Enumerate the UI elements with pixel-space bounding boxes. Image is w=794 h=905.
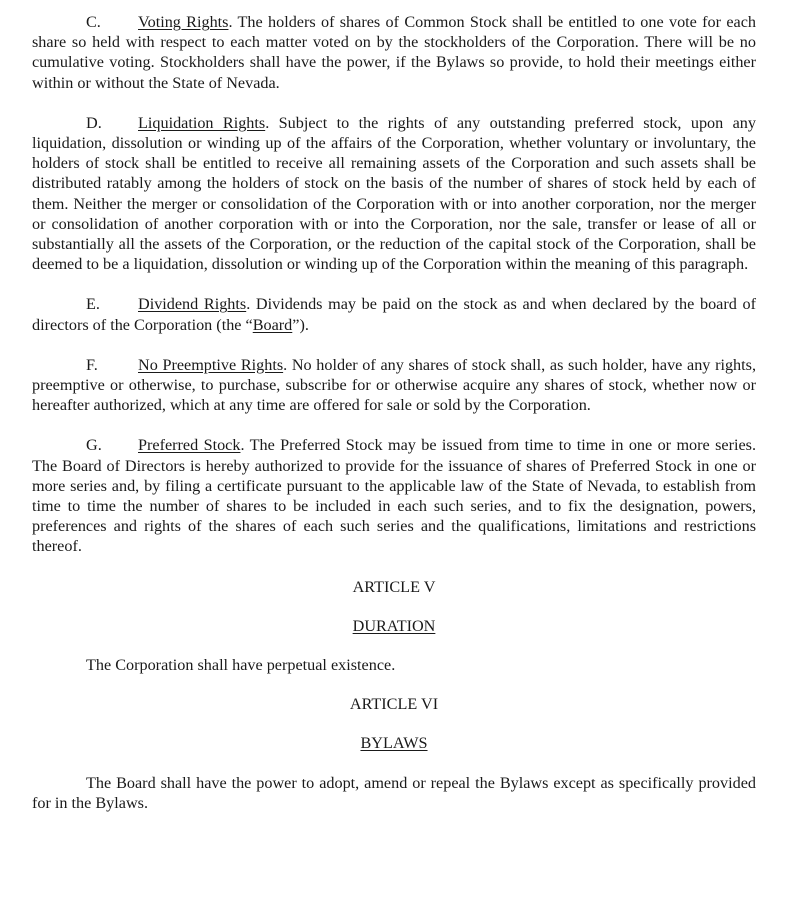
article-vi-title: BYLAWS	[360, 734, 428, 753]
article-vi-number: ARTICLE VI	[349, 695, 439, 714]
section-letter: E.	[86, 295, 100, 314]
article-v-body	[32, 655, 756, 675]
article-v-body-text: The Corporation shall have perpetual existence.	[86, 656, 396, 675]
section-heading: No Preemptive Rights	[138, 355, 284, 374]
section-e-dividend-rights	[32, 294, 756, 334]
section-g-preferred-stock	[32, 435, 756, 556]
article-v-title: DURATION	[352, 616, 436, 635]
section-d-liquidation-rights	[32, 113, 756, 275]
section-heading: Voting Rights	[138, 13, 229, 31]
defined-term: Board	[252, 315, 293, 334]
article-vi-body	[32, 773, 756, 813]
section-text: . Dividends may be paid on the stock as and when declared by the board of directors of the Corporation (the “	[32, 295, 757, 334]
article-v-number: ARTICLE V	[352, 577, 436, 596]
section-f-no-preemptive-rights	[32, 355, 756, 416]
section-heading: Preferred Stock	[138, 436, 241, 455]
section-heading: Dividend Rights	[138, 295, 247, 314]
section-heading: Liquidation Rights	[138, 113, 266, 132]
document-page	[32, 12, 756, 832]
section-text-end: ”).	[292, 315, 309, 334]
section-letter: D.	[86, 113, 102, 132]
section-text: . The holders of shares of Common Stock shall be entitled to one vote for each share so held with respect to each matter voted on by the stockholders of the Corporation. There will be no cumulative voting. Stockholders shall have the power, if the Bylaws so provide, to hold their meetings either within or without the State of Nevada.	[32, 13, 756, 92]
article-vi-body-text: The Board shall have the power to adopt, amend or repeal the Bylaws except as specifically provided for in the Bylaws.	[32, 773, 756, 812]
section-letter: G.	[86, 436, 102, 455]
section-text: . No holder of any shares of stock shall, as such holder, have any rights, preemptive or otherwise, to purchase, subscribe for or otherwise acquire any shares of stock, whether now or hereafter authorized, which at any time are offered for sale or sold by the Corporation.	[32, 355, 756, 415]
section-letter: F.	[86, 355, 98, 374]
section-text: . The Preferred Stock may be issued from time to time in one or more series. The Board of Directors is hereby authorized to provide for the issuance of shares of Preferred Stock in one or more series and, by filing a certificate pursuant to the applicable law of the State of Nevada, to establish from time to time the number of shares to be included in each such series, and to fix the designation, powers, preferences and rights of the shares of each such series and the qualifications, limitations and restrictions thereof.	[32, 436, 756, 556]
section-letter: C.	[86, 13, 101, 31]
section-c-voting-rights	[32, 12, 756, 93]
section-text: . Subject to the rights of any outstanding preferred stock, upon any liquidation, dissolution or winding up of the affairs of the Corporation, whether voluntary or involuntary, the holders of stock shall be entitled to receive all remaining assets of the Corporation and such assets shall be distributed ratably among the holders of stock on the basis of the number of shares of stock held by each of them. Neither the merger or consolidation of the Corporation with or into another corporation, nor the merger or consolidation of another corporation with or into the Corporation, nor the sale, transfer or lease of all or substantially all the assets of the Corporation, or the reduction of the capital stock of the Corporation, shall be deemed to be a liquidation, dissolution or winding up of the Corporation within the meaning of this paragraph.	[32, 113, 756, 274]
